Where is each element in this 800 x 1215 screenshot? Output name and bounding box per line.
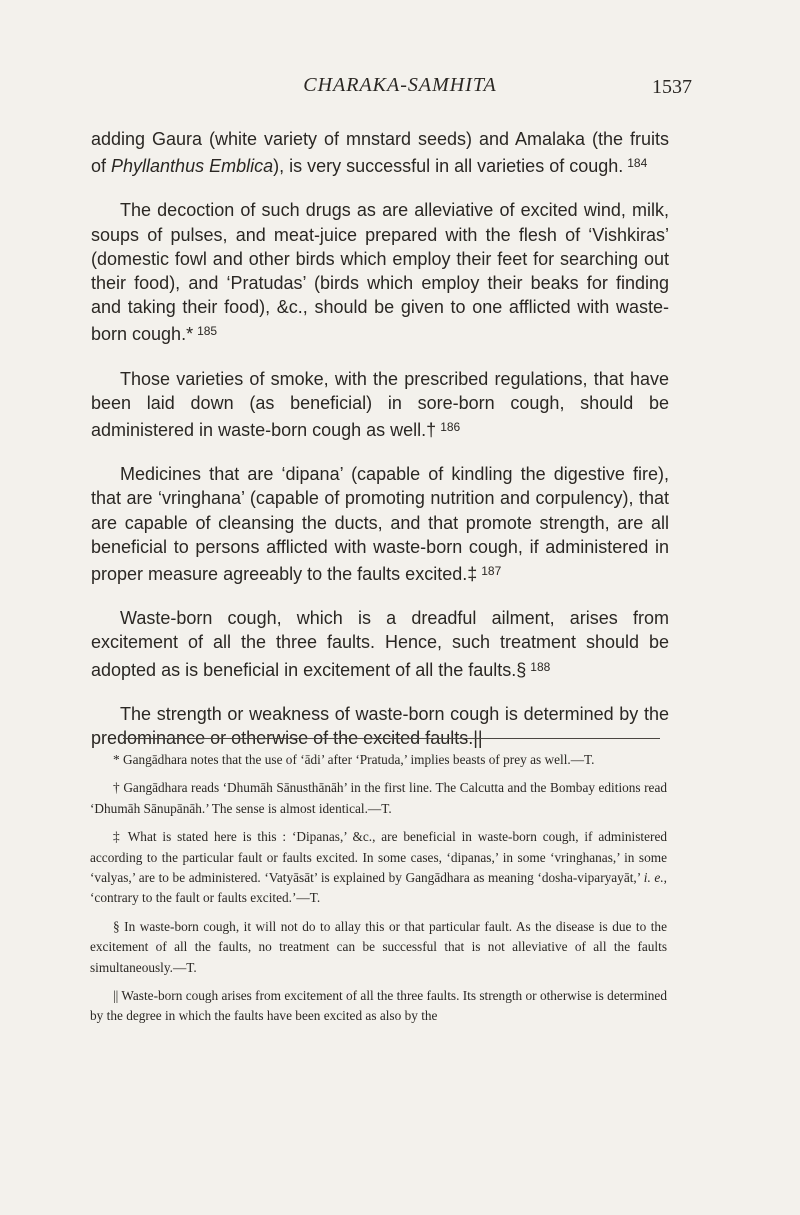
- verse-number: 185: [197, 324, 218, 339]
- paragraph-text: Medicines that are ‘dipana’ (capable of kindling the digestive fire), that are ‘vringhana’ (capable of promoting nutrition and corpulency), that are capable of cleansing the ducts, and that promote strength, are all beneficial to persons afflicted with waste-born cough, if administered in proper measure agreeably to the faults excited.‡: [91, 464, 669, 585]
- paragraph-187: [91, 462, 669, 586]
- verse-number: 188: [530, 659, 551, 674]
- paragraph-186: [91, 367, 669, 443]
- page-number: 1537: [652, 76, 692, 98]
- running-head: [0, 74, 800, 104]
- paragraph-189: [91, 702, 669, 750]
- paragraph-188: [91, 606, 669, 682]
- footnote-parallel: || Waste-born cough arises from excitement of all the three faults. Its strength or otherwise is determined by the degree in which the faults have been excited as also by the: [90, 988, 667, 1024]
- botanical-name: Phyllanthus Emblica: [111, 156, 274, 177]
- paragraph-184: [91, 127, 669, 178]
- verse-number: 186: [440, 420, 461, 435]
- paragraph-text: Those varieties of smoke, with the prescribed regulations, that have been laid down (as beneficial) in sore-born cough, should be administered in waste-born cough as well.†: [91, 368, 669, 441]
- paragraph-text: Waste-born cough, which is a dreadful ailment, arises from excitement of all the three faults. Hence, such treatment should be adopted as is beneficial in excitement of all the faults.§: [91, 608, 669, 680]
- paragraph-185: [91, 198, 669, 346]
- paragraph-text: ), is very successful in all varieties of cough.: [273, 156, 624, 177]
- footnote-section: § In waste-born cough, it will not do to allay this or that particular fault. As the disease is due to the excitement of all the faults, no treatment can be successful that is not alleviative of all the faults simultaneously.—T.: [90, 918, 667, 975]
- paragraph-text: adding Gaura (white variety of mnstard seeds) and Amalaka (the fruits of: [91, 129, 669, 177]
- verse-number: 184: [627, 156, 648, 171]
- footnote-divider: [123, 738, 660, 739]
- running-title: CHARAKA-SAMHITA: [303, 74, 497, 96]
- footnote-dagger: † Gangādhara reads ‘Dhumāh Sānusthānāh’ in the first line. The Calcutta and the Bombay editions read ‘Dhumāh Sānupānāh.’ The sense is almost identical.—T.: [90, 780, 667, 816]
- footnote-double-dagger: [90, 827, 667, 909]
- verse-number: 187: [481, 564, 502, 579]
- footnote-asterisk: * Gangādhara notes that the use of ‘ādi’ after ‘Pratuda,’ implies beasts of prey as well.—T.: [113, 752, 595, 767]
- paragraph-text: The decoction of such drugs as are alleviative of excited wind, milk, soups of pulses, and meat-juice prepared with the flesh of ‘Vishkiras’ (domestic fowl and other birds which employ their feet for searching out their food), and ‘Pratudas’ (birds which employ their beaks for finding and taking their food), &c., should be given to one afflicted with waste-born cough.*: [91, 200, 669, 345]
- body-text: [91, 127, 669, 770]
- footnote-italic: i. e.: [643, 870, 664, 886]
- footnote-text: ‡ What is stated here is this : ‘Dipanas,’ &c., are beneficial in waste-born cough, if administered according to the particular fault or faults excited. In some cases, ‘dipanas,’ in some ‘vringhanas,’ in some ‘valyas,’ are to be administered. ‘Vatyāsāt’ is explained by Gangādhara as meaning ‘dosha-viparyayāt,’: [90, 829, 667, 886]
- paragraph-text: The strength or weakness of waste-born cough is determined by the predominance or otherwise of the excited faults.||: [91, 703, 669, 749]
- footnote-text: , ‘contrary to the fault or faults excited.’—T.: [90, 870, 667, 906]
- footnotes: [90, 750, 667, 1035]
